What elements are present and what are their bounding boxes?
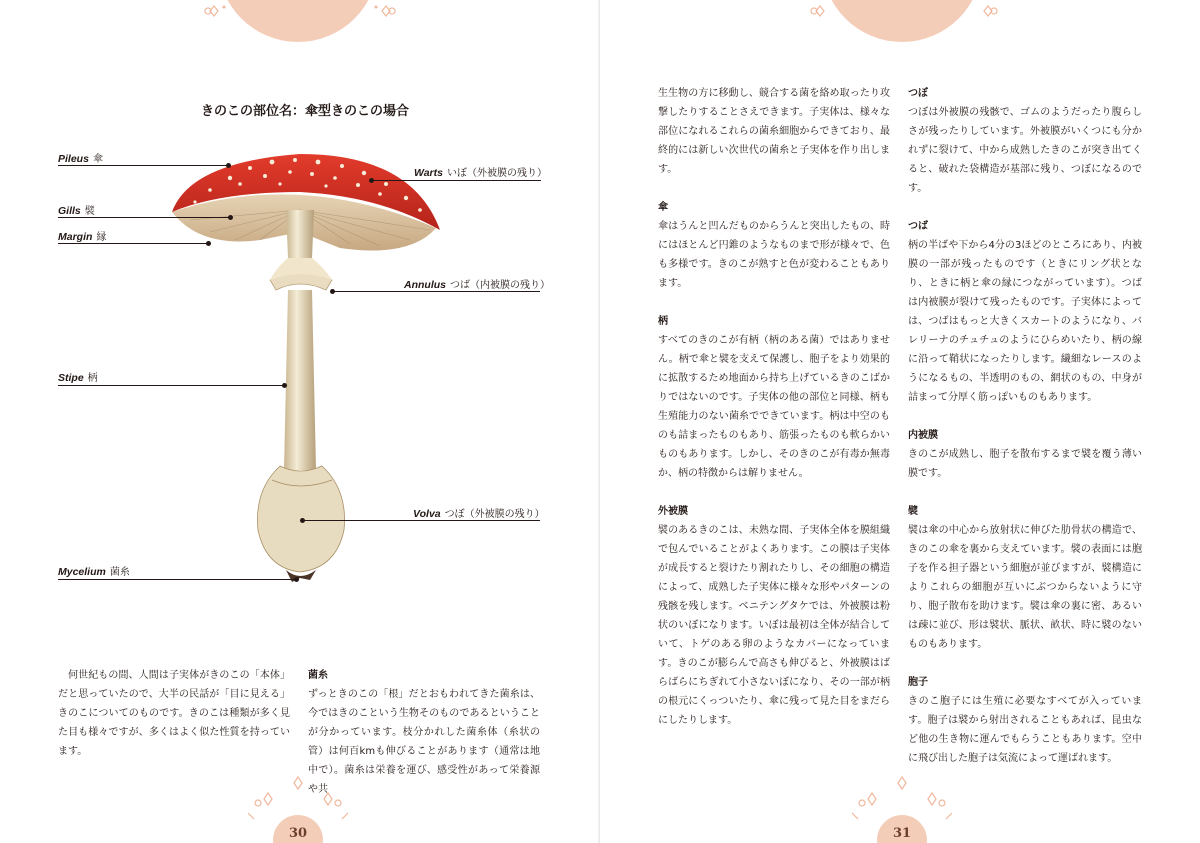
label-warts: Warts いぼ（外被膜の残り） bbox=[414, 167, 547, 179]
mushroom-illustration bbox=[150, 140, 460, 590]
paragraph: 生生物の方に移動し、競合する菌を絡め取ったり攻撃したりすることさえできます。子実体は、様々な部位になれるこれらの菌糸細胞からできており、最終的には新しい次世代の菌糸と子実体を作り出します。 bbox=[658, 88, 890, 175]
label-gills: Gills 襞 bbox=[58, 205, 95, 217]
callout-dot bbox=[228, 215, 233, 220]
page-number-badge bbox=[842, 773, 962, 843]
section-heading: 外被膜 bbox=[658, 506, 688, 517]
paragraph: きのこが成熟し、胞子を散布するまで襞を覆う薄い膜です。 bbox=[908, 449, 1142, 479]
callout-line bbox=[58, 385, 284, 386]
section-heading: つば bbox=[908, 221, 928, 232]
callout-dot bbox=[282, 383, 287, 388]
right-page bbox=[600, 0, 1200, 843]
chapter-header-tab bbox=[822, 0, 982, 42]
page-number: 30 bbox=[288, 826, 308, 841]
label-annulus: Annulus つば（内被膜の残り） bbox=[404, 279, 550, 291]
paragraph: ずっときのこの「根」だとおもわれてきた菌糸は、今ではきのこという生物そのものであるということが分かっています。枝分かれした菌糸体（糸状の管）は何百kmも伸びることがあります（通常は地中で）。菌糸は栄養を運び、感受性があって栄養源や共 bbox=[308, 689, 540, 795]
section-heading: つぼ bbox=[908, 88, 928, 99]
label-volva: Volva つぼ（外被膜の残り） bbox=[413, 508, 545, 520]
ornament-icon bbox=[972, 2, 1002, 20]
callout-line bbox=[332, 291, 540, 292]
label-margin: Margin 縁 bbox=[58, 231, 107, 243]
paragraph: 何世紀もの間、人間は子実体がきのこの「本体」だと思っていたので、大半の民話が「目に見える」きのこについてのものです。きのこは種類が多く見た目も様々ですが、多くはよく似た性質を持っています。 bbox=[58, 670, 290, 757]
section-heading: 内被膜 bbox=[908, 430, 938, 441]
callout-dot bbox=[206, 241, 211, 246]
paragraph: すべてのきのこが有柄（柄のある菌）ではありません。柄で傘と襞を支えて保護し、胞子をより効果的に拡散するため地面から持ち上げているきのこばかりではないのです。子実体の他の部位と同様、柄も生殖能力のない菌糸でできています。柄は中空のものも詰まったものもあり、筋張ったものも軟らかいものもあります。しかし、そのきのこが有毒か無毒か、柄の特徴からは解りません。 bbox=[658, 335, 890, 479]
paragraph: 襞は傘の中心から放射状に伸びた肋骨状の構造で、きのこの傘を裏から支えています。襞の表面には胞子を作る担子器という細胞が並びますが、襞構造によりこれらの細胞が互いにぶつからないように守り、胞子散布を助けます。襞は傘の裏に密、あるいは疎に並び、形は襞状、脈状、畝状、時に襞のないものもあります。 bbox=[908, 525, 1142, 650]
section-heading: 襞 bbox=[908, 506, 918, 517]
text-column bbox=[58, 666, 290, 761]
callout-dot bbox=[294, 577, 299, 582]
section-heading: 胞子 bbox=[908, 677, 928, 688]
page-number-badge bbox=[238, 773, 358, 843]
paragraph: きのこ胞子には生殖に必要なすべてが入っています。胞子は襞から射出されることもあれば、昆虫など他の生き物に運んでもらうこともあります。空中に飛び出した胞子は気流によって運ばれます。 bbox=[908, 696, 1142, 764]
ornament-icon bbox=[806, 2, 836, 20]
callout-line bbox=[58, 217, 230, 218]
paragraph: 傘はうんと凹んだものからうんと突出したもの、時にはほとんど円錐のようなものまで形が様々で、色も多様です。きのこが熟すと色が変わることもあります。 bbox=[658, 221, 890, 289]
label-mycelium: Mycelium 菌糸 bbox=[58, 566, 130, 578]
paragraph: つぼは外被膜の残骸で、ゴムのようだったり腹らしさが残ったりしています。外被膜がいくつにも分かれずに裂けて、中から成熟したきのこが突き出てくると、破れた袋構造が基部に残り、つぼになるのです。 bbox=[908, 107, 1142, 194]
section-heading: 傘 bbox=[658, 202, 668, 213]
ornament-icon bbox=[370, 2, 400, 20]
page-number: 31 bbox=[892, 826, 912, 841]
paragraph: 襞のあるきのこは、未熟な間、子実体全体を膜組織で包んでいることがよくあります。この膜は子実体が成長すると裂けたり割れたりし、その細胞の構造によって、成熟した子実体に様々な形やパターンの残骸を残します。ベニテングタケでは、外被膜は粉状のいぼになります。いぼは最初は全体が結合していて、トゲのある卵のようなカバーになっています。きのこが膨らんで高さも伸びると、外被膜はばらばらにちぎれて小さないぼになり、その一部が柄の根元にくっついたり、傘に残って見た目をまだらにしたりします。 bbox=[658, 525, 890, 726]
section-heading: 菌糸 bbox=[308, 670, 328, 681]
ornament-icon bbox=[200, 2, 230, 20]
paragraph: 柄の半ばや下から4分の3ほどのところにあり、内被膜の一部が残ったものです（ときにリング状となり、ときに柄と傘の縁につながっています）。つばは内被膜が裂けて残ったものです。子実体によっては、つばはもっと大きくスカートのようになり、バレリーナのチュチュのようにひらめいたり、柄の線に沿って鞘状になったりします。繊細なレースのようになるもの、半透明のもの、網状のもの、中身が詰まって分厚く筋っぽいものもあります。 bbox=[908, 240, 1142, 403]
callout-line bbox=[58, 579, 296, 580]
text-column bbox=[908, 84, 1142, 768]
callout-line bbox=[302, 520, 540, 521]
callout-line bbox=[371, 180, 541, 181]
callout-dot bbox=[226, 163, 231, 168]
label-pileus: Pileus 傘 bbox=[58, 153, 103, 165]
chapter-header-tab bbox=[218, 0, 378, 42]
label-stipe: Stipe 柄 bbox=[58, 372, 98, 384]
callout-line bbox=[58, 165, 228, 166]
figure-title: きのこの部位名：傘型きのこの場合 bbox=[200, 104, 409, 119]
text-column bbox=[658, 84, 890, 730]
callout-line bbox=[58, 243, 208, 244]
section-heading: 柄 bbox=[658, 316, 668, 327]
